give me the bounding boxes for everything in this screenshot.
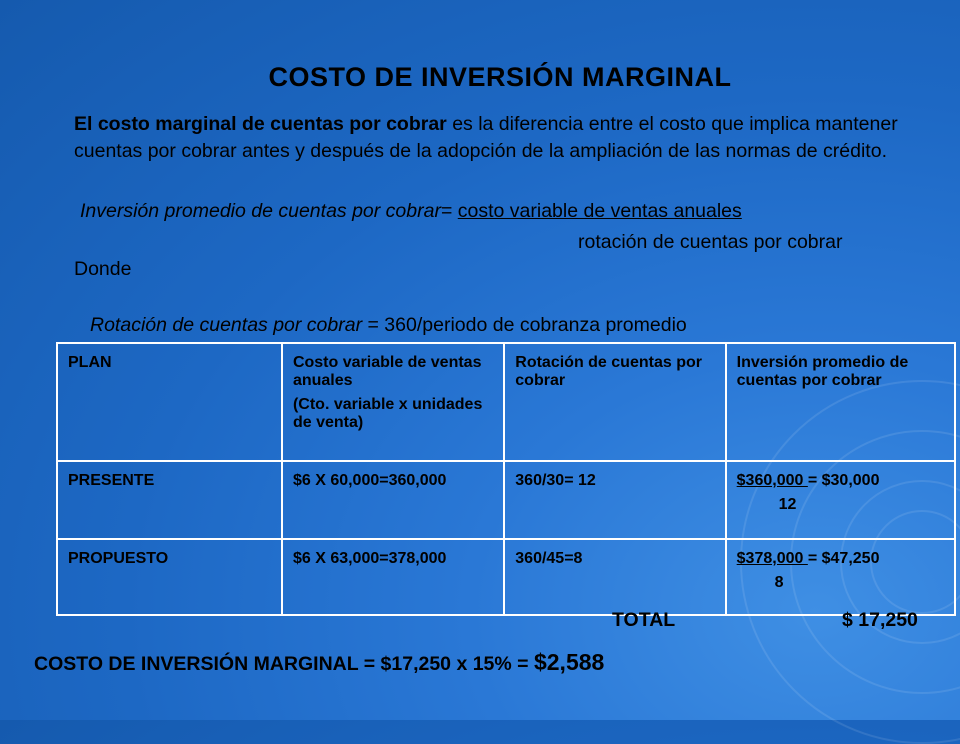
donde-label: Donde: [74, 258, 132, 280]
cell-plan: PROPUESTO: [57, 539, 282, 615]
inv-numerator: $360,000: [736, 472, 808, 489]
cell-plan: PRESENTE: [57, 461, 282, 539]
header-costo: [282, 343, 504, 461]
formula-left: Inversión promedio de cuentas por cobrar: [80, 200, 441, 222]
formula-line: [80, 200, 742, 223]
cell-rotacion: 360/30= 12: [504, 461, 725, 539]
rotation-italic: Rotación de cuentas por cobrar: [90, 314, 363, 336]
final-text: COSTO DE INVERSIÓN MARGINAL = $17,250 x 15% =: [34, 653, 534, 675]
cell-inversion: [726, 461, 955, 539]
cell-inversion: [726, 539, 955, 615]
total-label: TOTAL: [612, 609, 676, 631]
final-result: $2,588: [533, 649, 605, 675]
inv-result: = $47,250: [807, 550, 880, 567]
total-value: $ 17,250: [842, 609, 918, 631]
rotation-formula: [90, 314, 687, 337]
intro-rest: es la diferencia entre el costo que implica mantener cuentas por cobrar antes y después de la adopción de la ampliación de las normas de crédito.: [74, 113, 898, 162]
intro-bold: El costo marginal de cuentas por cobrar: [74, 113, 447, 135]
rotation-rest: = 360/periodo de cobranza promedio: [362, 314, 687, 336]
cell-costo: $6 X 63,000=378,000: [282, 539, 504, 615]
slide-title: COSTO DE INVERSIÓN MARGINAL: [268, 62, 732, 92]
inv-result: = $30,000: [807, 472, 880, 489]
header-costo-line2: (Cto. variable x unidades de venta): [292, 396, 483, 431]
table-header-row: [57, 343, 955, 461]
inv-numerator: $378,000: [736, 550, 808, 567]
table-row: [57, 461, 955, 539]
formula-numerator: costo variable de ventas anuales: [457, 200, 742, 222]
intro-paragraph: [74, 111, 904, 165]
cell-costo: $6 X 60,000=360,000: [282, 461, 504, 539]
plan-table: [56, 342, 956, 616]
header-plan: PLAN: [57, 343, 282, 461]
header-inversion: Inversión promedio de cuentas por cobrar: [726, 343, 955, 461]
inv-denominator: 12: [778, 496, 797, 513]
header-costo-line1: Costo variable de ventas anuales: [292, 354, 482, 389]
table-row: [57, 539, 955, 615]
final-result-line: [34, 649, 604, 676]
formula-equals: =: [440, 200, 458, 222]
cell-rotacion: 360/45=8: [504, 539, 725, 615]
formula-denominator: rotación de cuentas por cobrar: [578, 231, 843, 253]
header-rotacion: Rotación de cuentas por cobrar: [504, 343, 725, 461]
inv-denominator: 8: [774, 574, 784, 591]
